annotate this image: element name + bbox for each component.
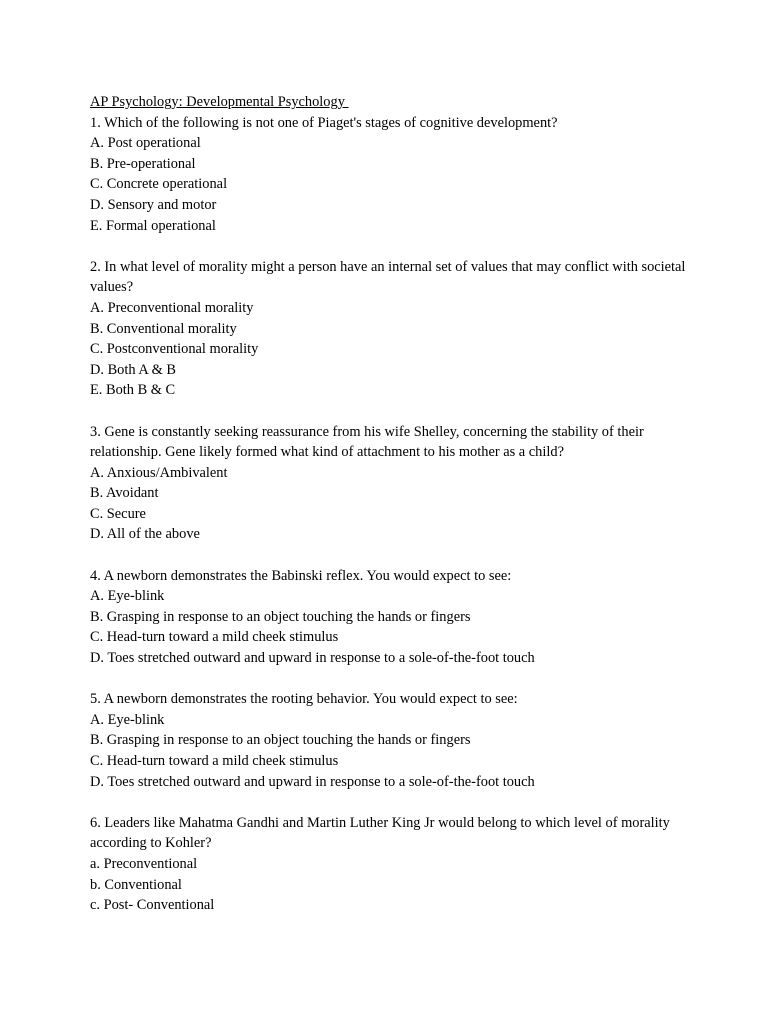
answer-option: c. Post- Conventional xyxy=(90,897,215,914)
document-title: AP Psychology: Developmental Psychology xyxy=(90,94,349,110)
question-stem: 6. Leaders like Mahatma Gandhi and Martin Luther King Jr would belong to which level of morality according to Kohler? xyxy=(90,814,670,852)
question-stem: 4. A newborn demonstrates the Babinski reflex. You would expect to see: xyxy=(90,567,512,584)
question-stem: 1. Which of the following is not one of Piaget's stages of cognitive development? xyxy=(90,114,558,131)
question-1 xyxy=(90,113,690,237)
answer-option: A. Post operational xyxy=(90,135,201,152)
answer-option: B. Pre-operational xyxy=(90,155,196,172)
answer-option: A. Eye-blink xyxy=(90,588,165,605)
answer-option: C. Concrete operational xyxy=(90,176,228,193)
answer-option: C. Head-turn toward a mild cheek stimulus xyxy=(90,629,339,646)
answer-option: C. Postconventional morality xyxy=(90,341,259,358)
answer-option: E. Formal operational xyxy=(90,217,216,234)
answer-option: a. Preconventional xyxy=(90,855,198,872)
answer-option: D. Toes stretched outward and upward in response to a sole-of-the-foot touch xyxy=(90,650,535,667)
answer-option: D. Both A & B xyxy=(90,361,176,378)
question-6 xyxy=(90,813,690,916)
answer-option: A. Anxious/Ambivalent xyxy=(90,464,228,481)
question-stem: 3. Gene is constantly seeking reassurance from his wife Shelley, concerning the stability of their relationship. Gene likely formed what kind of attachment to his mother as a child? xyxy=(90,423,644,461)
answer-option: B. Avoidant xyxy=(90,485,159,502)
answer-option: C. Head-turn toward a mild cheek stimulus xyxy=(90,753,339,769)
question-stem: 5. A newborn demonstrates the rooting behavior. You would expect to see: xyxy=(90,691,518,708)
answer-option: D. Sensory and motor xyxy=(90,196,217,213)
answer-option: D. All of the above xyxy=(90,526,200,543)
question-2 xyxy=(90,257,690,401)
answer-option: A. Eye-blink xyxy=(90,711,165,728)
answer-option: E. Both B & C xyxy=(90,382,176,399)
answer-option: B. Grasping in response to an object touching the hands or fingers xyxy=(90,732,471,749)
question-4 xyxy=(90,566,690,669)
question-stem: 2. In what level of morality might a person have an internal set of values that may conflict with societal values? xyxy=(90,258,686,296)
question-5 xyxy=(90,689,690,792)
answer-option: B. Grasping in response to an object touching the hands or fingers xyxy=(90,608,471,625)
document-page xyxy=(90,92,690,936)
answer-option: D. Toes stretched outward and upward in response to a sole-of-the-foot touch xyxy=(90,773,535,790)
answer-option: C. Secure xyxy=(90,505,146,522)
question-3 xyxy=(90,422,690,546)
answer-option: A. Preconventional morality xyxy=(90,299,254,316)
answer-option: b. Conventional xyxy=(90,876,182,893)
answer-option: B. Conventional morality xyxy=(90,320,237,337)
